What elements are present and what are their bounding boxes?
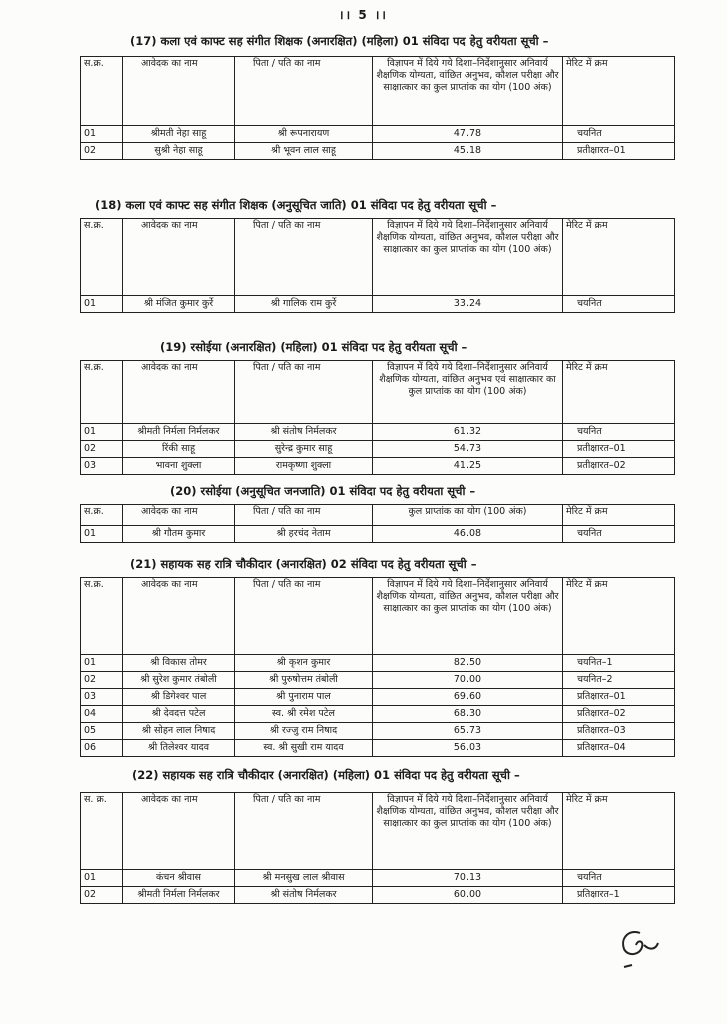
father-husband-name-cell: श्री संतोष निर्मलकर [235,887,373,904]
father-husband-name-cell: श्री हरचंद नेताम [235,526,373,543]
table-header-row [81,219,675,296]
table-header-row [81,57,675,126]
section-title: (19) रसोईया (अनारक्षित) (महिला) 01 संविदा पद हेतु वरीयता सूची – [160,340,468,354]
table-row [81,526,675,543]
applicant-name-cell: श्री तिलेश्वर यादव [123,740,235,757]
applicant-name-cell: श्री देवदत्त पटेल [123,706,235,723]
table-row [81,441,675,458]
table-row [81,887,675,904]
table-header-row [81,793,675,870]
serial-cell: 01 [81,870,123,887]
section-title: (18) कला एवं काफ्ट सह संगीत शिक्षक (अनुसूचित जाति) 01 संविदा पद हेतु वरीयता सूची – [95,198,497,212]
applicant-name-cell: श्रीमती निर्मला निर्मलकर [123,887,235,904]
table-header-row [81,361,675,424]
table-header-row [81,578,675,655]
total-marks-cell: 56.03 [373,740,563,757]
column-header: आवेदक का नाम [123,793,235,870]
serial-cell: 01 [81,424,123,441]
total-marks-cell: 45.18 [373,143,563,160]
merit-rank-cell: प्रतिक्षारत–02 [563,706,675,723]
merit-table [80,218,675,313]
merit-rank-cell: चयनित–2 [563,672,675,689]
merit-rank-cell: प्रतिक्षारत–04 [563,740,675,757]
merit-rank-cell: चयनित [563,424,675,441]
total-marks-cell: 60.00 [373,887,563,904]
merit-rank-cell: प्रतिक्षारत–03 [563,723,675,740]
father-husband-name-cell: श्री भूवन लाल साहू [235,143,373,160]
applicant-name-cell: श्री गौतम कुमार [123,526,235,543]
table-row [81,126,675,143]
table-row [81,706,675,723]
total-marks-cell: 54.73 [373,441,563,458]
serial-cell: 01 [81,126,123,143]
signature-mark [600,915,680,975]
total-marks-cell: 82.50 [373,655,563,672]
column-header: पिता / पति का नाम [235,361,373,424]
merit-rank-cell: चयनित [563,526,675,543]
father-husband-name-cell: श्री गालिक राम कुर्रे [235,296,373,313]
serial-cell: 06 [81,740,123,757]
serial-cell: 02 [81,143,123,160]
column-header: मेरिट में क्रम [563,219,675,296]
applicant-name-cell: श्री सुरेश कुमार तंबोली [123,672,235,689]
table-row [81,458,675,475]
section-title: (17) कला एवं काफ्ट सह संगीत शिक्षक (अनारक्षित) (महिला) 01 संविदा पद हेतु वरीयता सूची – [130,34,549,48]
father-husband-name-cell: श्री रूपनारायण [235,126,373,143]
table-row [81,143,675,160]
column-header: पिता / पति का नाम [235,505,373,526]
serial-cell: 03 [81,458,123,475]
applicant-name-cell: श्री डिगेश्वर पाल [123,689,235,706]
table-header-row [81,505,675,526]
merit-rank-cell: चयनित [563,870,675,887]
father-husband-name-cell: श्री कृशन कुमार [235,655,373,672]
column-header: विज्ञापन में दिये गये दिशा–निर्देशानुसार अनिवार्य शैक्षणिक योग्यता, वांछित अनुभव, कौशल परीक्षा और साक्षात्कार का कुल प्राप्तांक का योग (100 अंक) [373,57,563,126]
section-title: (22) सहायक सह रात्रि चौकीदार (अनारक्षित) (महिला) 01 संविदा पद हेतु वरीयता सूची – [132,768,520,782]
page-number: ।। 5 ।। [339,8,388,22]
column-header: स.क्र. [81,219,123,296]
merit-rank-cell: प्रतीक्षारत–02 [563,458,675,475]
father-husband-name-cell: श्री पुनाराम पाल [235,689,373,706]
serial-cell: 04 [81,706,123,723]
merit-rank-cell: चयनित [563,296,675,313]
column-header: पिता / पति का नाम [235,793,373,870]
total-marks-cell: 68.30 [373,706,563,723]
applicant-name-cell: भावना शुक्ला [123,458,235,475]
applicant-name-cell: श्री सोहन लाल निषाद [123,723,235,740]
section-title: (21) सहायक सह रात्रि चौकीदार (अनारक्षित) 02 संविदा पद हेतु वरीयता सूची – [130,557,477,571]
applicant-name-cell: सुश्री नेहा साहू [123,143,235,160]
merit-rank-cell: चयनित–1 [563,655,675,672]
column-header: स.क्र. [81,361,123,424]
merit-rank-cell: प्रतिक्षारत–1 [563,887,675,904]
applicant-name-cell: रिंकी साहू [123,441,235,458]
table-row [81,723,675,740]
serial-cell: 02 [81,441,123,458]
serial-cell: 01 [81,526,123,543]
total-marks-cell: 47.78 [373,126,563,143]
serial-cell: 01 [81,296,123,313]
merit-rank-cell: प्रतिक्षारत–01 [563,689,675,706]
total-marks-cell: 46.08 [373,526,563,543]
father-husband-name-cell: श्री पुरुषोत्तम तंबोली [235,672,373,689]
section-title: (20) रसोईया (अनुसूचित जनजाति) 01 संविदा पद हेतु वरीयता सूची – [170,484,476,498]
column-header: स.क्र. [81,578,123,655]
table-row [81,689,675,706]
column-header: स.क्र. [81,57,123,126]
table-row [81,740,675,757]
father-husband-name-cell: श्री मनसुख लाल श्रीवास [235,870,373,887]
total-marks-cell: 65.73 [373,723,563,740]
table-row [81,296,675,313]
total-marks-cell: 69.60 [373,689,563,706]
column-header: मेरिट में क्रम [563,505,675,526]
table-row [81,424,675,441]
total-marks-cell: 33.24 [373,296,563,313]
merit-table [80,577,675,757]
column-header: पिता / पति का नाम [235,57,373,126]
applicant-name-cell: कंचन श्रीवास [123,870,235,887]
column-header: कुल प्राप्तांक का योग (100 अंक) [373,505,563,526]
column-header: आवेदक का नाम [123,578,235,655]
total-marks-cell: 61.32 [373,424,563,441]
merit-table [80,360,675,475]
serial-cell: 01 [81,655,123,672]
merit-table [80,792,675,904]
merit-table [80,504,675,543]
father-husband-name-cell: सुरेन्द्र कुमार साहू [235,441,373,458]
column-header: मेरिट में क्रम [563,361,675,424]
merit-table [80,56,675,160]
serial-cell: 02 [81,672,123,689]
total-marks-cell: 41.25 [373,458,563,475]
serial-cell: 02 [81,887,123,904]
column-header: आवेदक का नाम [123,219,235,296]
column-header: मेरिट में क्रम [563,578,675,655]
applicant-name-cell: श्रीमती नेहा साहू [123,126,235,143]
serial-cell: 03 [81,689,123,706]
column-header: पिता / पति का नाम [235,578,373,655]
column-header: पिता / पति का नाम [235,219,373,296]
serial-cell: 05 [81,723,123,740]
column-header: स. क्र. [81,793,123,870]
merit-rank-cell: प्रतीक्षारत–01 [563,441,675,458]
father-husband-name-cell: स्व. श्री रमेश पटेल [235,706,373,723]
column-header: विज्ञापन में दिये गये दिशा–निर्देशानुसार अनिवार्य शैक्षणिक योग्यता, वांछित अनुभव, कौशल परीक्षा और साक्षात्कार का कुल प्राप्तांक का योग (100 अंक) [373,578,563,655]
father-husband-name-cell: श्री रज्जु राम निषाद [235,723,373,740]
applicant-name-cell: श्री मंजित कुमार कुर्रे [123,296,235,313]
column-header: स.क्र. [81,505,123,526]
column-header: विज्ञापन में दिये गये दिशा–निर्देशानुसार अनिवार्य शैक्षणिक योग्यता, वांछित अनुभव एवं साक्षात्कार का कुल प्राप्तांक का योग (100 अंक) [373,361,563,424]
column-header: विज्ञापन में दिये गये दिशा–निर्देशानुसार अनिवार्य शैक्षणिक योग्यता, वांछित अनुभव, कौशल परीक्षा और साक्षात्कार का कुल प्राप्तांक का योग (100 अंक) [373,219,563,296]
table-row [81,672,675,689]
table-row [81,870,675,887]
column-header: आवेदक का नाम [123,57,235,126]
column-header: मेरिट में क्रम [563,57,675,126]
column-header: आवेदक का नाम [123,505,235,526]
table-row [81,655,675,672]
father-husband-name-cell: श्री संतोष निर्मलकर [235,424,373,441]
father-husband-name-cell: स्व. श्री सुखी राम यादव [235,740,373,757]
column-header: मेरिट में क्रम [563,793,675,870]
applicant-name-cell: श्रीमती निर्मला निर्मलकर [123,424,235,441]
merit-rank-cell: प्रतीक्षारत–01 [563,143,675,160]
applicant-name-cell: श्री विकास तोमर [123,655,235,672]
total-marks-cell: 70.00 [373,672,563,689]
column-header: विज्ञापन में दिये गये दिशा–निर्देशानुसार अनिवार्य शैक्षणिक योग्यता, वांछित अनुभव, कौशल परीक्षा और साक्षात्कार का कुल प्राप्तांक का योग (100 अंक) [373,793,563,870]
column-header: आवेदक का नाम [123,361,235,424]
merit-rank-cell: चयनित [563,126,675,143]
total-marks-cell: 70.13 [373,870,563,887]
father-husband-name-cell: रामकृष्णा शुक्ला [235,458,373,475]
